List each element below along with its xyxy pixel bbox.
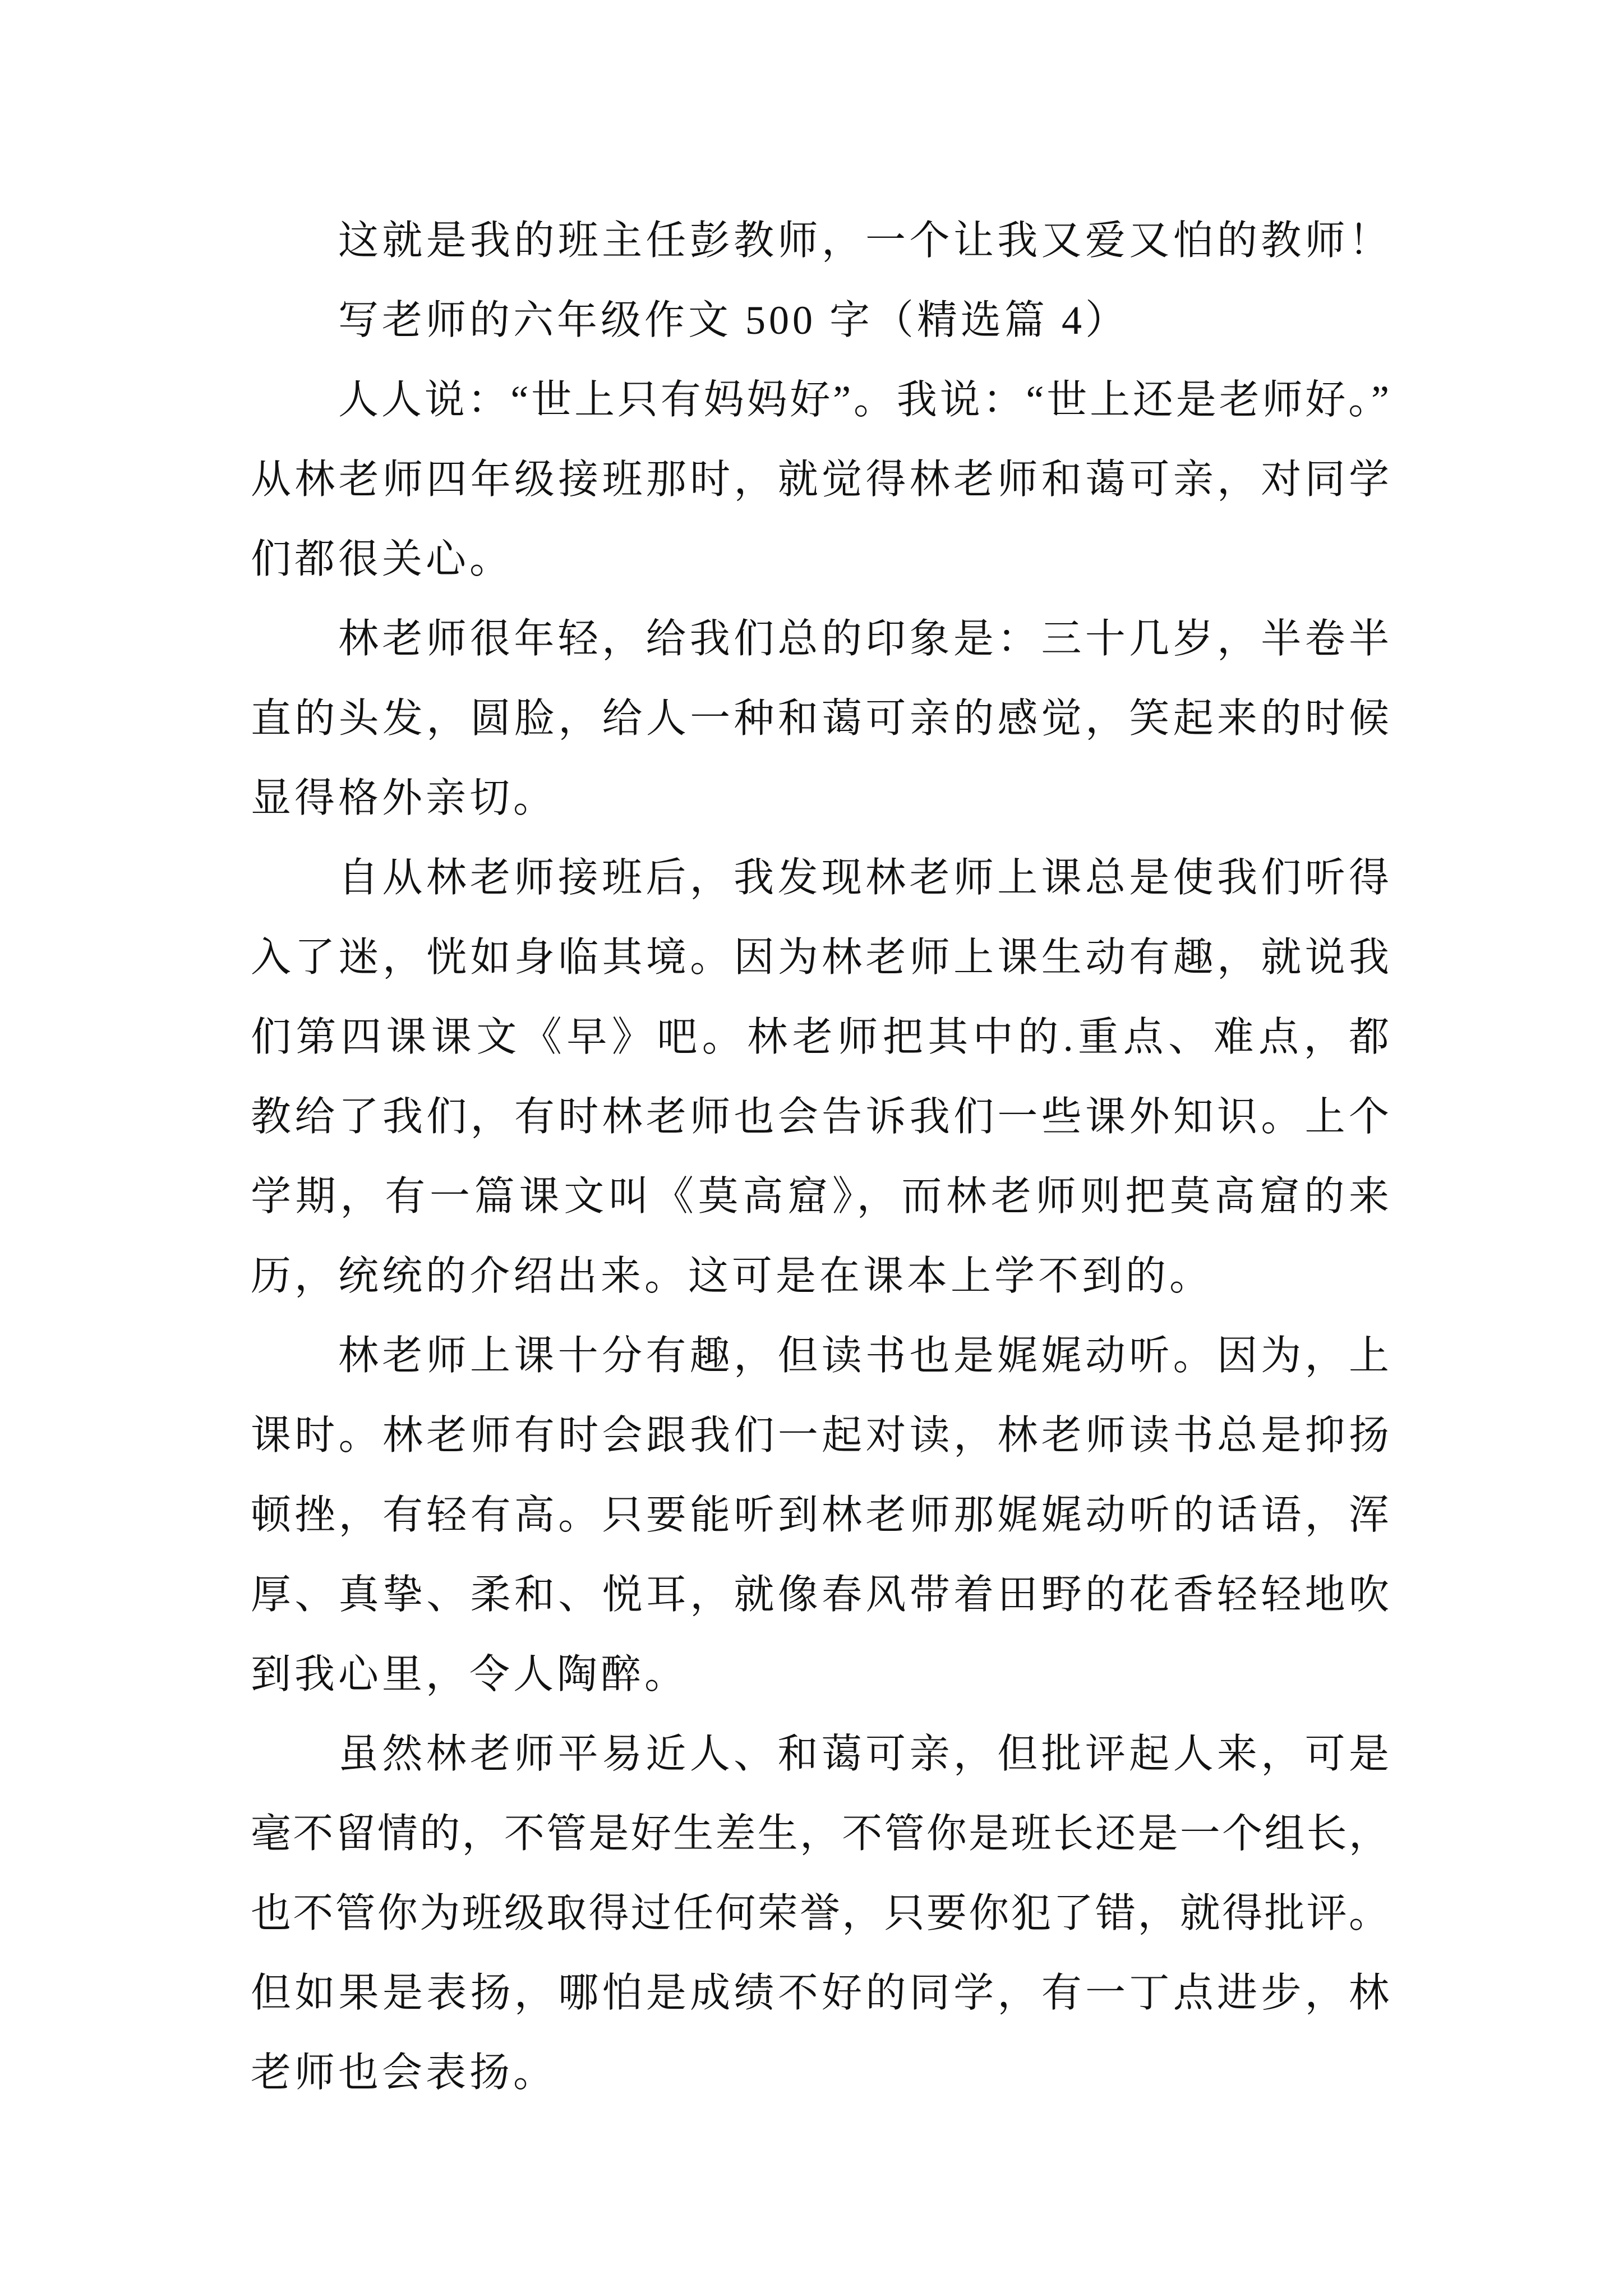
paragraph-line: 老师也会表扬。 [251, 2050, 557, 2095]
essay-title [251, 280, 1389, 360]
paragraph-line: 直的头发，圆脸，给人一种和蔼可亲的感觉，笑起来的时候 [251, 696, 1389, 741]
paragraph-line: 毫不留情的，不管是好生差生，不管你是班长还是一个组长， [251, 1811, 1389, 1856]
paragraph-line: 厚、真挚、柔和、悦耳，就像春风带着田野的花香轻轻地吹 [251, 1572, 1389, 1617]
paragraph-line: 虽然林老师平易近人、和蔼可亲，但批评起人来，可是 [338, 1732, 1389, 1777]
paragraph-line: 但如果是表扬，哪怕是成绩不好的同学，有一丁点进步，林 [251, 1971, 1389, 2016]
paragraph-line: 顿挫，有轻有高。只要能听到林老师那娓娓动听的话语，浑 [251, 1493, 1389, 1538]
lead-paragraph [251, 201, 1389, 280]
paragraph-line: 从林老师四年级接班那时，就觉得林老师和蔼可亲，对同学 [251, 457, 1389, 502]
paragraph-line: 教给了我们，有时林老师也会告诉我们一些课外知识。上个 [251, 1094, 1389, 1139]
paragraph-line: 到我心里，令人陶醉。 [251, 1652, 689, 1697]
paragraph-line: 历，统统的介绍出来。这可是在课本上学不到的。 [251, 1254, 1214, 1299]
paragraph-line: 这就是我的班主任彭教师，一个让我又爱又怕的教师！ [338, 218, 1389, 263]
paragraph [251, 360, 1389, 599]
paragraph [251, 838, 1389, 1316]
paragraph [251, 1714, 1389, 2113]
essay-title-text: 写老师的六年级作文 500 字（精选篇 4） [338, 298, 1129, 343]
paragraph-line: 林老师很年轻，给我们总的印象是：三十几岁，半卷半 [338, 616, 1389, 661]
paragraph-line: 自从林老师接班后，我发现林老师上课总是使我们听得 [338, 855, 1389, 900]
paragraph-line: 们第四课课文《早》吧。林老师把其中的.重点、难点，都 [251, 1015, 1389, 1060]
paragraph-line: 也不管你为班级取得过任何荣誉，只要你犯了错，就得批评。 [251, 1891, 1389, 1936]
paragraph-line: 人人说：“世上只有妈妈好”。我说：“世上还是老师好。” [338, 378, 1389, 422]
paragraph-line: 林老师上课十分有趣，但读书也是娓娓动听。因为，上 [338, 1333, 1389, 1378]
paragraph-line: 学期，有一篇课文叫《莫高窟》，而林老师则把莫高窟的来 [251, 1174, 1389, 1219]
document-body [251, 201, 1389, 2113]
paragraph [251, 1316, 1389, 1714]
paragraph-line: 显得格外亲切。 [251, 776, 557, 821]
paragraph-line: 课时。林老师有时会跟我们一起对读，林老师读书总是抑扬 [251, 1413, 1389, 1458]
paragraph-line: 们都很关心。 [251, 537, 514, 582]
paragraph-line: 入了迷，恍如身临其境。因为林老师上课生动有趣，就说我 [251, 935, 1389, 980]
paragraph [251, 599, 1389, 838]
